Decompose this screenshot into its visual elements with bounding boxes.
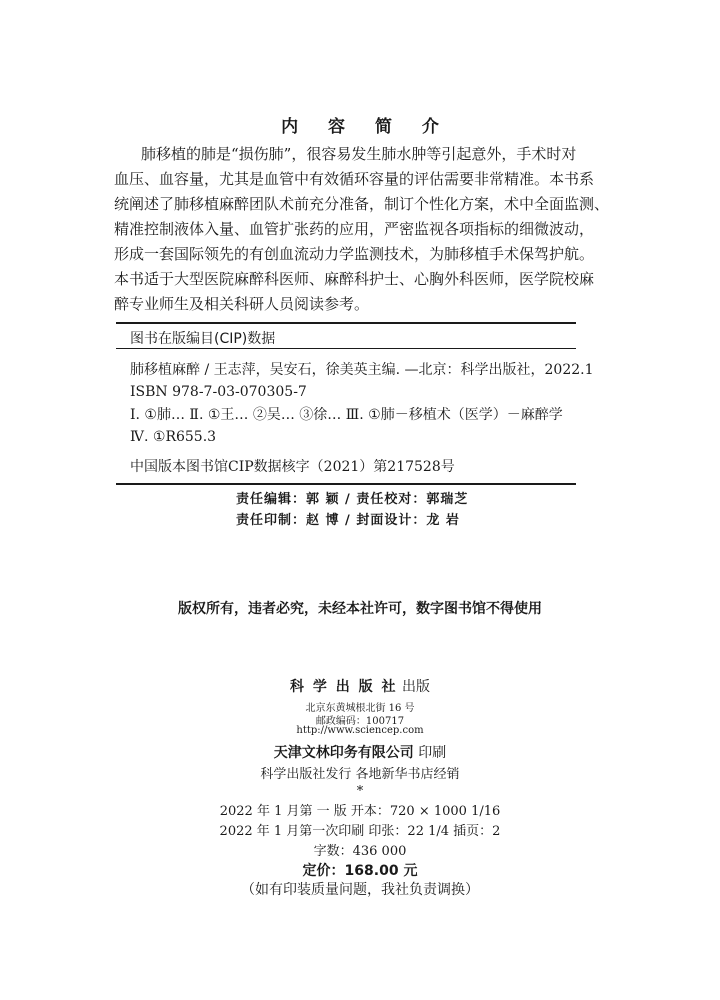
return-note: （如有印装质量问题，我社负责调换） — [241, 882, 479, 898]
publisher-name: 科 学 出 版 社 — [290, 679, 398, 695]
cip-heading: 图书在版编目(CIP)数据 — [130, 331, 276, 347]
cip-bottom-rule — [116, 483, 576, 485]
printer-suffix: 印刷 — [413, 745, 447, 761]
summary-line: 形成一套国际领先的有创血流动力学监测技术，为肺移植手术保驾护航。 — [114, 245, 595, 263]
cip-entry: 肺移植麻醉 / 王志萍，吴安石，徐美英主编. —北京：科学出版社，2022.1 — [130, 362, 594, 378]
distribution-line: 科学出版社发行 各地新华书店经销 — [260, 767, 460, 782]
summary-line: 血压、血容量，尤其是血管中有效循环容量的评估需要非常精准。本书系 — [114, 170, 595, 188]
summary-text — [114, 141, 610, 331]
publisher-website: http://www.sciencep.com — [296, 725, 424, 736]
word-count: 字数：436 000 — [313, 844, 407, 859]
printer-line — [0, 742, 720, 762]
summary-line: 本书适于大型医院麻醉科医师、麻醉科护士、心胸外科医师，医学院校麻 — [114, 270, 595, 288]
edition-line-1: 2022 年 1 月第 一 版 开本：720 × 1000 1/16 — [219, 804, 501, 819]
credits-production: 责任印制：赵 博 / 封面设计：龙 岩 — [236, 513, 460, 528]
separator-star: * — [356, 784, 364, 799]
cip-classification: Ⅰ. ①肺… Ⅱ. ①王… ②吴… ③徐… Ⅲ. ①肺－移植术（医学）－麻醉学 Ⅳ. ①R655.3 — [130, 407, 563, 445]
publisher-address: 北京东黄城根北街 16 号 — [305, 703, 415, 714]
edition-line-2: 2022 年 1 月第一次印刷 印张：22 1/4 插页：2 — [219, 824, 501, 839]
publisher-suffix: 出版 — [397, 679, 430, 695]
publisher-line — [0, 676, 720, 696]
cip-number: 中国版本图书馆CIP数据核字（2021）第217528号 — [130, 459, 455, 475]
printer-name: 天津文林印务有限公司 — [273, 745, 414, 761]
summary-line: 醉专业师生及相关科研人员阅读参考。 — [114, 295, 370, 313]
copyright-notice: 版权所有，违者必究，未经本社许可，数字图书馆不得使用 — [178, 601, 542, 617]
cip-top-rule — [116, 322, 576, 324]
summary-line: 肺移植的肺是“损伤肺”，很容易发生肺水肿等引起意外，手术时对 — [141, 145, 577, 163]
summary-title: 内 容 简 介 — [281, 117, 451, 137]
publisher-postcode: 邮政编码：100717 — [315, 716, 405, 727]
cip-heading-rule — [116, 348, 576, 349]
summary-line: 精准控制液体入量、血管扩张药的应用，严密监视各项指标的细微波动， — [114, 220, 595, 238]
cip-isbn: ISBN 978-7-03-070305-7 — [130, 384, 307, 400]
price: 定价：168.00 元 — [302, 863, 418, 879]
summary-line: 统阐述了肺移植麻醉团队术前充分准备，制订个性化方案，术中全面监测、 — [114, 195, 610, 213]
credits-editors: 责任编辑：郭 颖 / 责任校对：郭瑞芝 — [236, 492, 469, 507]
